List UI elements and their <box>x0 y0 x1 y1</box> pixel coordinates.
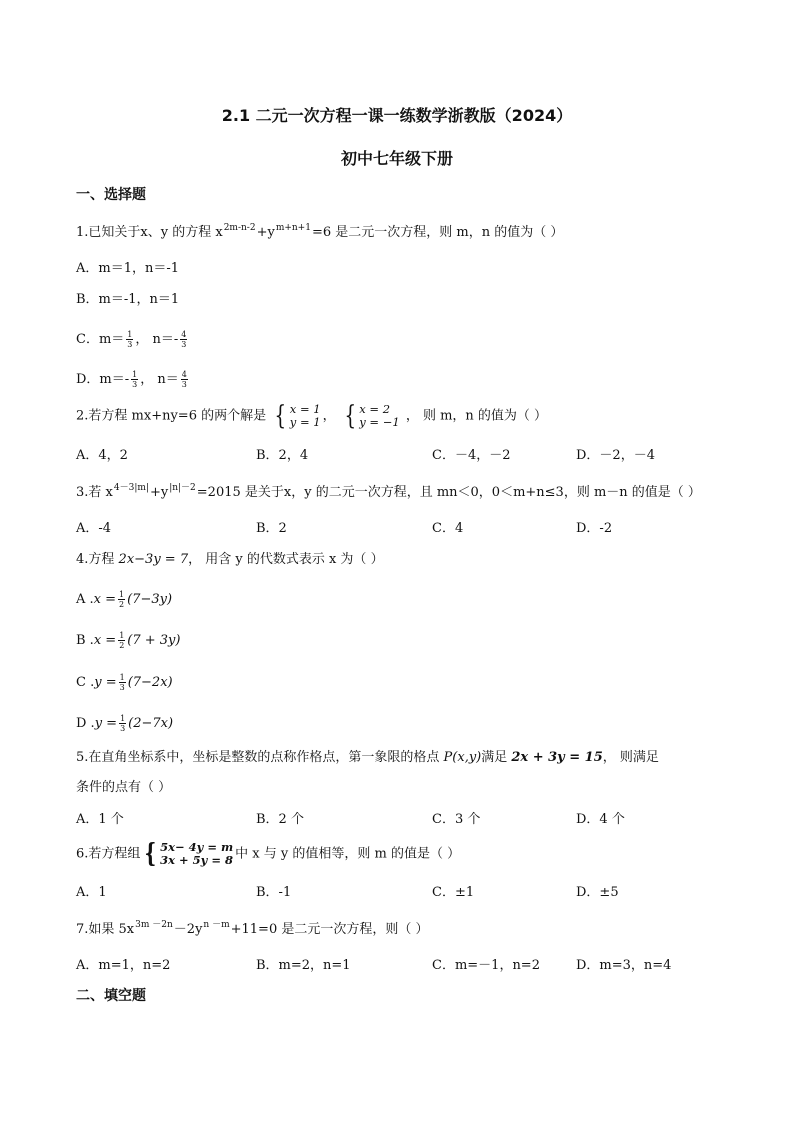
q1-text-pre: 1.已知关于x、y 的方程 x <box>76 225 223 240</box>
q6-option-d: D．±5 <box>576 885 619 900</box>
q4-b-frac: $\frac{1}{2}$ <box>119 631 125 650</box>
section-choice-heading: 一、选择题 <box>76 187 146 203</box>
section-fill-heading: 二、填空题 <box>76 988 146 1004</box>
q4-equation: 2x−3y = 7 <box>118 552 189 567</box>
q7-option-c: C．m=－1，n=2 <box>432 958 540 973</box>
q2-sep: ， <box>322 408 336 424</box>
q5-point: P(x,y) <box>443 750 482 765</box>
q3-exp-y: |n|－2 <box>169 483 196 493</box>
q5-equation: 2x + 3y = 15 <box>511 750 603 765</box>
q1-exp-x: 2m-n-2 <box>223 223 256 233</box>
q2-text-post: ， 则 m，n 的值为（ ） <box>405 408 548 424</box>
q5-text-mid: 满足 <box>481 750 512 765</box>
q3-option-d: D．-2 <box>576 521 613 536</box>
q4-option-b: B .x = $\frac{1}{2}$ (7 + 3y) <box>76 631 181 650</box>
q3-text-pre: 3.若 x <box>76 485 113 500</box>
q1-c-frac-m: $\frac{1}{3}$ <box>127 330 133 349</box>
q5-text-line2: 条件的点有（ ） <box>76 780 172 795</box>
q7-exp-x: 3m －2n <box>135 920 173 930</box>
page-subtitle: 初中七年级下册 <box>340 149 453 168</box>
q5-option-c: C．3 个 <box>432 812 481 827</box>
question-7 <box>76 920 429 937</box>
question-5 <box>76 751 659 764</box>
q4-c-frac: $\frac{1}{3}$ <box>119 673 125 692</box>
q1-d-frac-m: $\frac{1}{3}$ <box>132 370 138 389</box>
q3-option-b: B．2 <box>256 521 287 536</box>
q5-text-post: ， 则满足 <box>602 750 659 765</box>
q1-d-pre: D．m＝- <box>76 372 130 387</box>
q1-c-frac-n: $\frac{4}{3}$ <box>181 330 187 349</box>
q7-option-a: A．m=1，n=2 <box>76 958 171 973</box>
q7-option-b: B．m=2，n=1 <box>256 958 351 973</box>
q5-option-d: D．4 个 <box>576 812 625 827</box>
q3-option-c: C．4 <box>432 521 464 536</box>
q1-option-d <box>76 370 190 389</box>
q6-option-a: A．1 <box>76 885 107 900</box>
q6-text-post: 中 x 与 y 的值相等，则 m 的值是（ ） <box>235 846 461 862</box>
q4-option-c: C .y = $\frac{1}{3}$ (7−2x) <box>76 673 173 692</box>
q6-text-pre: 6.若方程组 <box>76 846 141 862</box>
q1-d-mid: ， n＝ <box>140 372 179 387</box>
question-3 <box>76 483 701 500</box>
q2-solution-system-2: { x = 2 y = −1 <box>344 401 400 431</box>
q2-text-pre: 2.若方程 mx+ny=6 的两个解是 <box>76 408 267 424</box>
q5-option-b: B．2 个 <box>256 812 304 827</box>
q4-a-frac: $\frac{1}{2}$ <box>119 590 125 609</box>
q1-c-mid: ， n＝- <box>135 332 179 347</box>
q4-d-frac: $\frac{1}{3}$ <box>120 714 126 733</box>
q1-text-mid: +y <box>256 225 275 240</box>
q2-option-b: B．2，4 <box>256 448 309 463</box>
q3-option-a: A．-4 <box>76 521 112 536</box>
q7-text-pre: 7.如果 5x <box>76 922 135 937</box>
q2-option-c: C．－4，－2 <box>432 448 511 463</box>
q1-d-frac-n: $\frac{4}{3}$ <box>181 370 187 389</box>
q7-exp-y: n －m <box>203 920 230 930</box>
q2-option-d: D．－2，－4 <box>576 448 655 463</box>
q3-exp-x: 4－3|m| <box>113 483 149 493</box>
question-4 <box>76 553 384 566</box>
q5-text-pre: 5.在直角坐标系中，坐标是整数的点称作格点，第一象限的格点 <box>76 750 444 765</box>
page-title: 2.1 二元一次方程一课一练数学浙教版（2024） <box>221 106 573 125</box>
q1-option-b: B．m＝-1，n＝1 <box>76 292 180 307</box>
q2-solution-system-1: { x = 1 y = 1 <box>274 401 321 431</box>
q7-text-mid: －2y <box>173 922 203 937</box>
question-2 <box>76 403 547 429</box>
q4-text-pre: 4.方程 <box>76 552 119 567</box>
q4-option-d: D .y = $\frac{1}{3}$ (2−7x) <box>76 714 174 733</box>
q6-equation-system: { 5x− 4y = m 3x + 5y = 8 <box>144 839 234 869</box>
q3-text-post: =2015 是关于x，y 的二元一次方程，且 mn＜0，0＜m+n≤3，则 m－n 的值是（ ） <box>196 485 701 500</box>
q4-text-post: ， 用含 y 的代数式表示 x 为（ ） <box>188 552 384 567</box>
q6-option-b: B．-1 <box>256 885 292 900</box>
q1-option-a: A．m＝1，n＝-1 <box>76 261 180 276</box>
q4-option-a: A .x = $\frac{1}{2}$ (7−3y) <box>76 590 173 609</box>
question-6 <box>76 841 460 867</box>
q1-exp-y: m+n+1 <box>275 223 311 233</box>
q1-option-c <box>76 330 189 349</box>
q2-option-a: A．4，2 <box>76 448 128 463</box>
q7-text-post: +11=0 是二元一次方程，则（ ） <box>230 922 429 937</box>
q3-text-mid: +y <box>149 485 169 500</box>
q5-option-a: A．1 个 <box>76 812 124 827</box>
q6-option-c: C．±1 <box>432 885 475 900</box>
question-1 <box>76 223 564 240</box>
q1-text-post: =6 是二元一次方程，则 m，n 的值为（ ） <box>311 225 564 240</box>
q7-option-d: D．m=3，n=4 <box>576 958 672 973</box>
q1-c-pre: C．m＝ <box>76 332 125 347</box>
